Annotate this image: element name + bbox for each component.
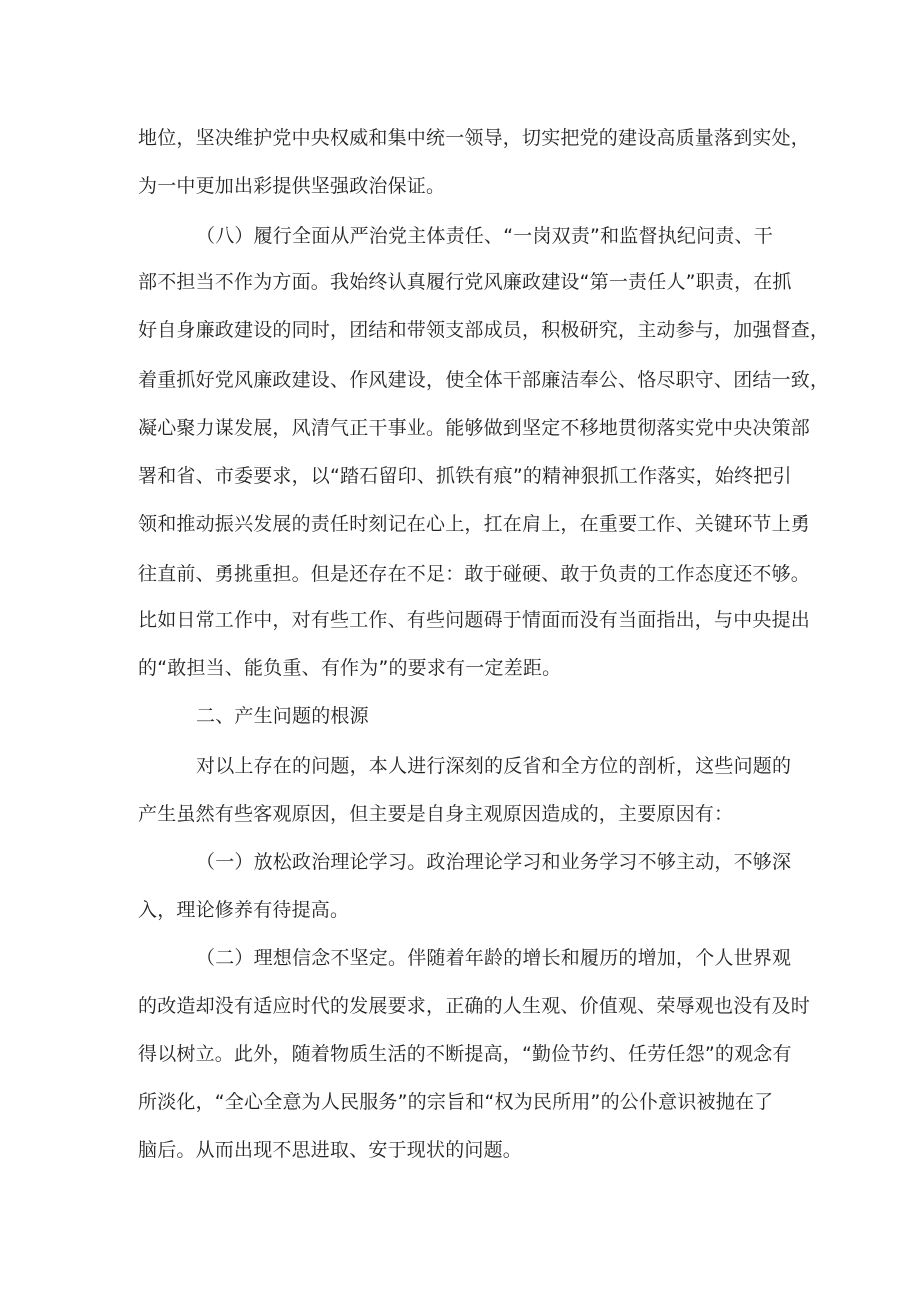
text-line: 的改造却没有适应时代的发展要求，正确的人生观、价值观、荣辱观也没有及时 xyxy=(138,995,811,1017)
text-line: 部不担当不作为方面。我始终认真履行党风廉政建设“第一责任人”职责，在抓 xyxy=(138,271,792,293)
text-line: 得以树立。此外，随着物质生活的不断提高，“勤俭节约、任劳任怨”的观念有 xyxy=(138,1043,792,1065)
text-line: 为一中更加出彩提供坚强政治保证。 xyxy=(138,175,446,197)
text-line: 署和省、市委要求，以“踏石留印、抓铁有痕”的精神狠抓工作落实，始终把引 xyxy=(138,465,792,487)
text-line: 领和推动振兴发展的责任时刻记在心上，扛在肩上，在重要工作、关键环节上勇 xyxy=(138,513,811,535)
text-line: 脑后。从而出现不思进取、安于现状的问题。 xyxy=(138,1139,523,1161)
text-line: 的“敢担当、能负重、有作为”的要求有一定差距。 xyxy=(138,657,562,679)
text-line: 入，理论修养有待提高。 xyxy=(138,899,350,921)
text-line: 产生虽然有些客观原因，但主要是自身主观原因造成的，主要原因有： xyxy=(138,803,734,825)
sub-heading-two: （二）理想信念不坚定。伴随着年龄的增长和履历的增加，个人世界观 xyxy=(196,947,792,969)
text-line: 比如日常工作中，对有些工作、有些问题碍于情面而没有当面指出，与中央提出 xyxy=(138,609,811,631)
text-line: 好自身廉政建设的同时，团结和带领支部成员，积极研究，主动参与，加强督查， xyxy=(138,319,830,341)
text-line: 往直前、勇挑重担。但是还存在不足：敢于碰硬、敢于负责的工作态度还不够。 xyxy=(138,563,811,585)
text-line: 着重抓好党风廉政建设、作风建设，使全体干部廉洁奉公、恪尽职守、团结一致， xyxy=(138,369,830,391)
sub-heading-one: （一）放松政治理论学习。政治理论学习和业务学习不够主动，不够深 xyxy=(196,851,792,873)
text-line: 凝心聚力谋发展，风清气正干事业。能够做到坚定不移地贯彻落实党中央决策部 xyxy=(138,417,811,439)
section-heading-eight: （八）履行全面从严治党主体责任、“一岗双责”和监督执纪问责、干 xyxy=(196,225,773,247)
text-line: 所淡化，“全心全意为人民服务”的宗旨和“权为民所用”的公仆意识被抛在了 xyxy=(138,1091,774,1113)
text-line: 对以上存在的问题，本人进行深刻的反省和全方位的剖析，这些问题的 xyxy=(196,755,792,777)
text-line: 地位，坚决维护党中央权威和集中统一领导，切实把党的建设高质量落到实处， xyxy=(138,127,811,149)
section-heading-root-causes: 二、产生问题的根源 xyxy=(196,705,369,727)
